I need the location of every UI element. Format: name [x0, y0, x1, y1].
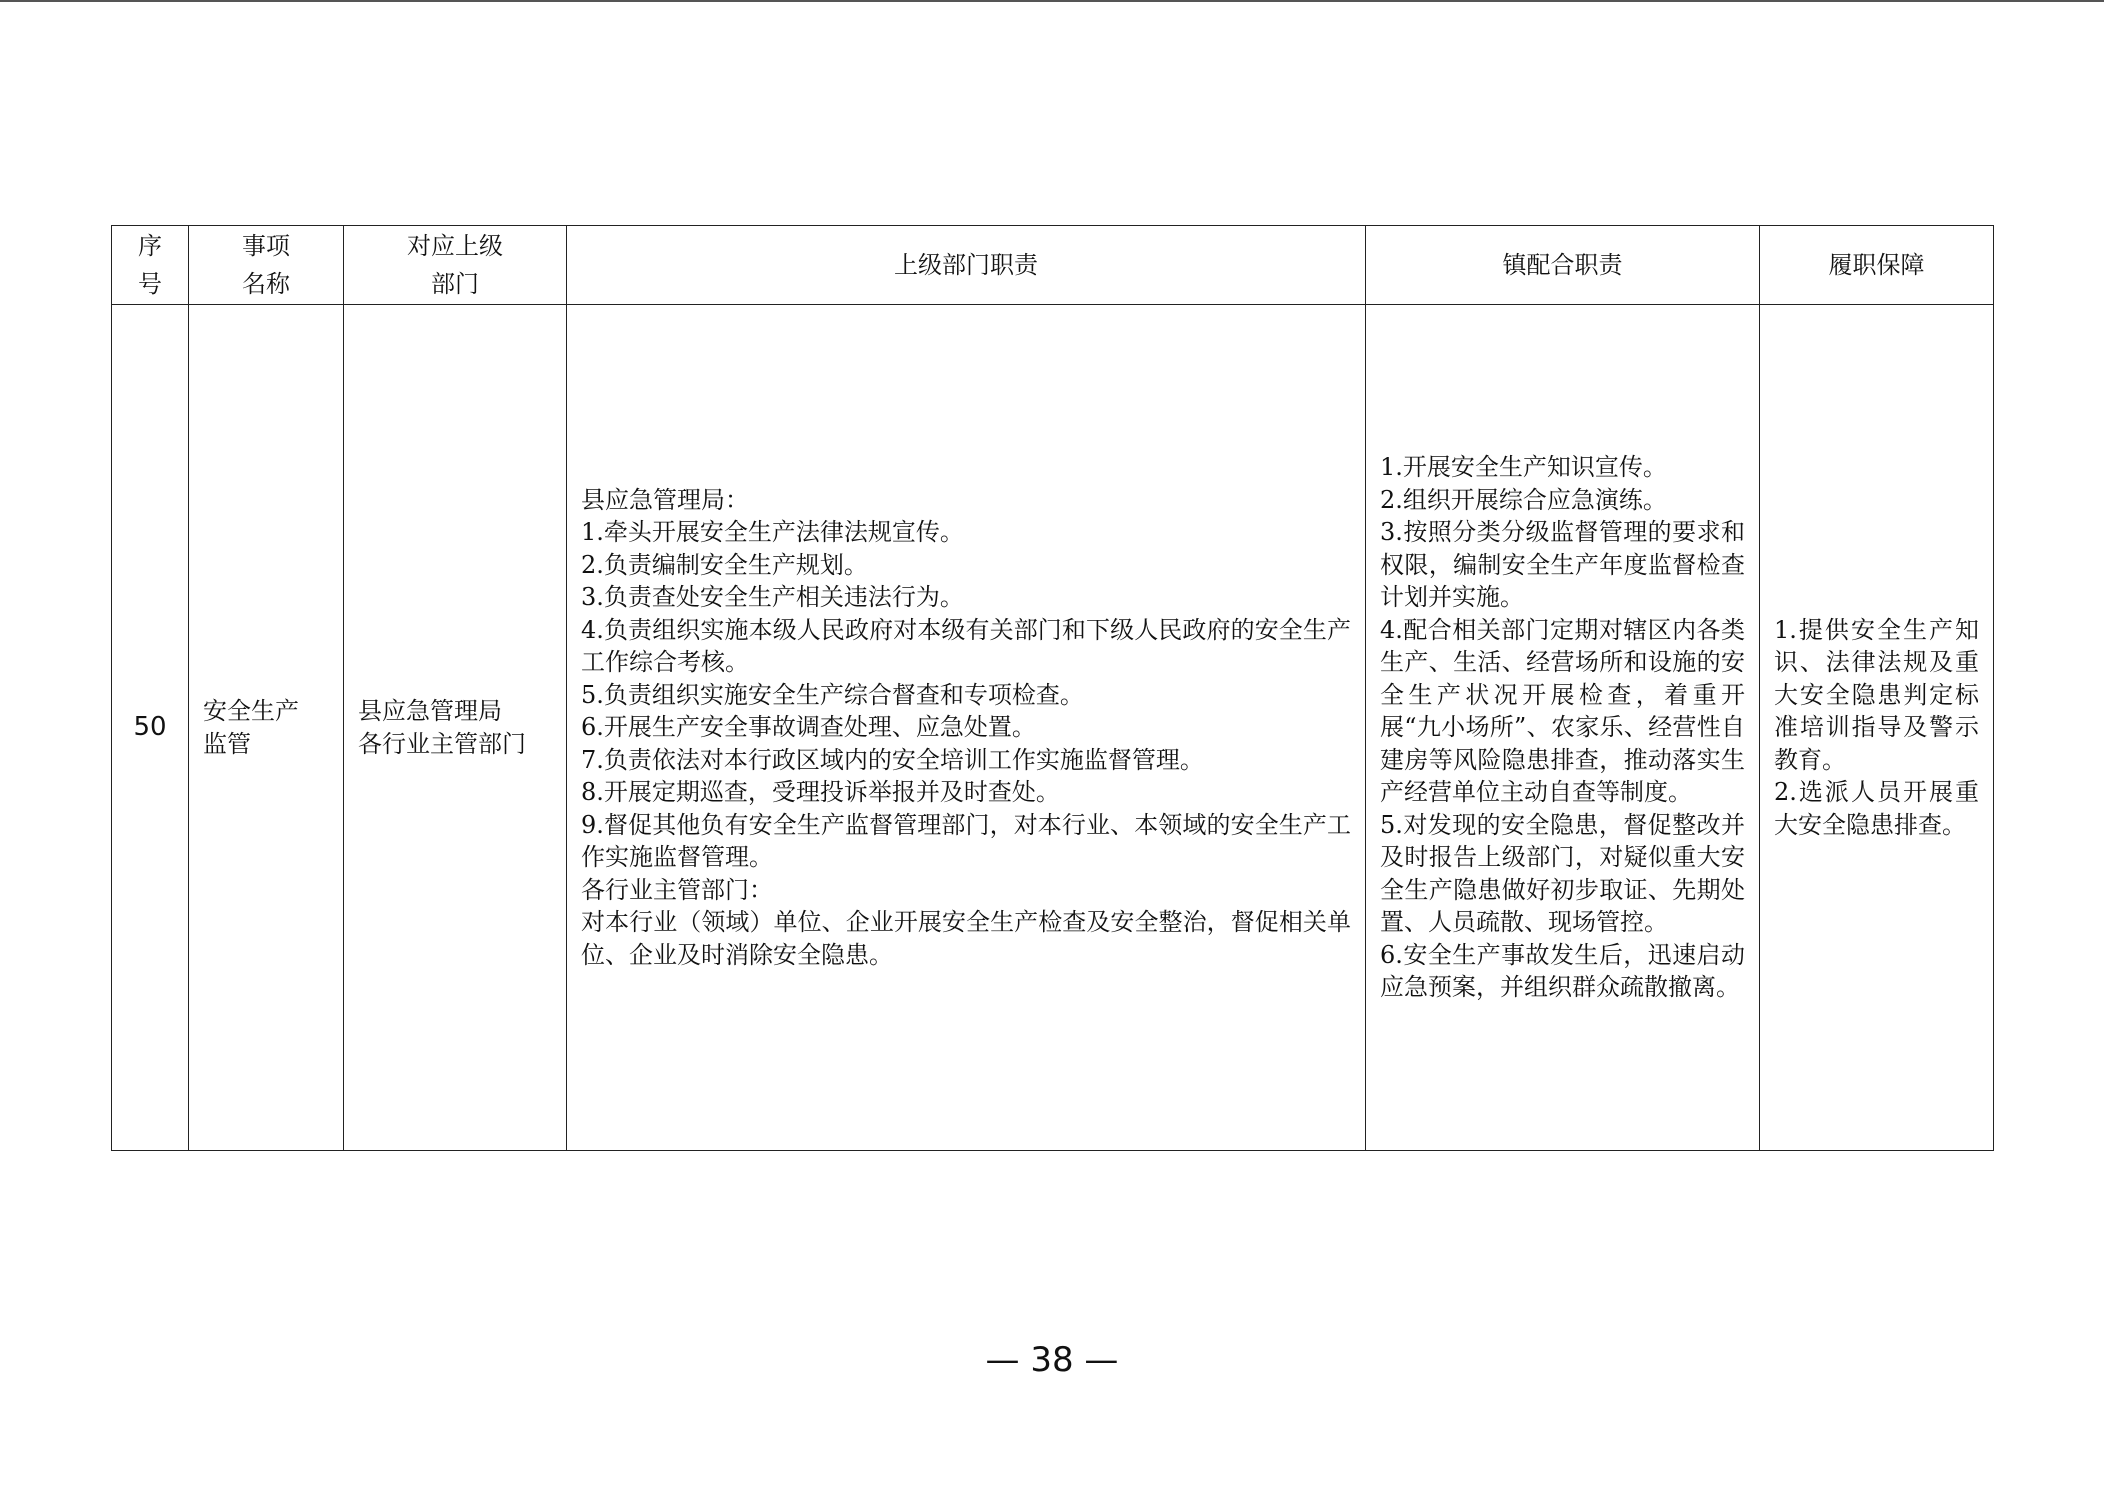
header-item-name: 事项 名称	[189, 226, 344, 305]
duty-table	[111, 225, 1994, 1151]
page-number: — 38 —	[985, 1340, 1119, 1380]
header-town-duty: 镇配合职责	[1366, 226, 1760, 305]
header-upper-duty: 上级部门职责	[567, 226, 1366, 305]
cell-upper-duty: 县应急管理局： 1.牵头开展安全生产法律法规宣传。 2.负责编制安全生产规划。 3.负责查处安全生产相关违法行为。 4.负责组织实施本级人民政府对本级有关部门和下级人民政府的安全生产工作综合考核。 5.负责组织实施安全生产综合督查和专项检查。 6.开展生产安全事故调查处理、应急处置。 7.负责依法对本行政区域内的安全培训工作实施监督管理。 8.开展定期巡查，受理投诉举报并及时查处。 9.督促其他负有安全生产监督管理部门，对本行业、本领域的安全生产工作实施监督管理。 各行业主管部门： 对本行业（领域）单位、企业开展安全生产检查及安全整治，督促相关单位、企业及时消除安全隐患。	[567, 305, 1366, 1151]
cell-town-duty: 1.开展安全生产知识宣传。 2.组织开展综合应急演练。 3.按照分类分级监督管理的要求和权限，编制安全生产年度监督检查计划并实施。 4.配合相关部门定期对辖区内各类生产、生活、经营场所和设施的安全生产状况开展检查，着重开展“九小场所”、农家乐、经营性自建房等风险隐患排查，推动落实生产经营单位主动自查等制度。 5.对发现的安全隐患，督促整改并及时报告上级部门，对疑似重大安全生产隐患做好初步取证、先期处置、人员疏散、现场管控。 6.安全生产事故发生后，迅速启动应急预案，并组织群众疏散撤离。	[1366, 305, 1760, 1151]
header-upper-dept: 对应上级 部门	[344, 226, 567, 305]
table-row	[112, 305, 1994, 1151]
cell-guarantee: 1.提供安全生产知识、法律法规及重大安全隐患判定标准培训指导及警示教育。 2.选派人员开展重大安全隐患排查。	[1760, 305, 1994, 1151]
header-guarantee: 履职保障	[1760, 226, 1994, 305]
cell-upper-dept: 县应急管理局 各行业主管部门	[344, 305, 567, 1151]
cell-item-name: 安全生产 监管	[189, 305, 344, 1151]
header-seq: 序 号	[112, 226, 189, 305]
table-header-row	[112, 226, 1994, 305]
top-border-line	[0, 0, 2104, 2]
cell-seq: 50	[112, 305, 189, 1151]
